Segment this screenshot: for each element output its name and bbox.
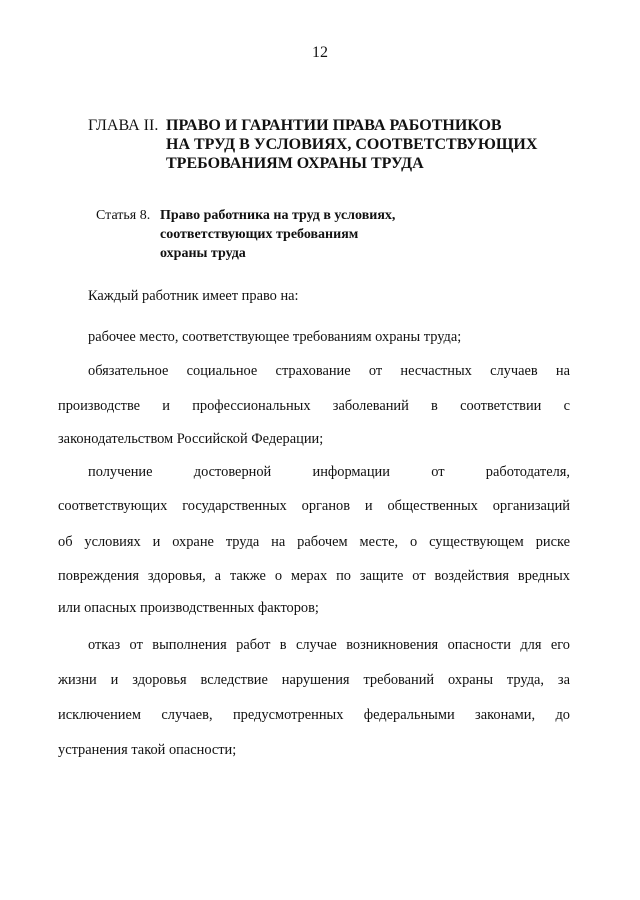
body-line: соответствующих государственных органов и общественных организаций (58, 498, 570, 514)
chapter-title-line: НА ТРУД В УСЛОВИЯХ, СООТВЕТСТВУЮЩИХ (166, 136, 538, 153)
body-line: устранения такой опасности; (58, 742, 237, 758)
article-title (160, 206, 520, 263)
body-line: производстве и профессиональных заболеваний в соответствии с (58, 398, 570, 414)
body-line: об условиях и охране труда на рабочем месте, о существующем риске (58, 534, 570, 550)
body-line: обязательное социальное страхование от несчастных случаев на (88, 363, 570, 379)
page-number: 12 (312, 44, 328, 61)
chapter-label: ГЛАВА II. (88, 117, 159, 134)
body-line: рабочее место, соответствующее требованиям охраны труда; (88, 329, 462, 345)
body-line: повреждения здоровья, а также о мерах по защите от воздействия вредных (58, 568, 570, 584)
article-title-line: Право работника на труд в условиях, (160, 208, 396, 223)
body-line: отказ от выполнения работ в случае возникновения опасности для его (88, 637, 570, 653)
body-line: исключением случаев, предусмотренных федеральными законами, до (58, 707, 570, 723)
body-line: законодательством Российской Федерации; (58, 431, 324, 447)
chapter-title-line: ТРЕБОВАНИЯМ ОХРАНЫ ТРУДА (166, 155, 424, 172)
chapter-title (166, 116, 558, 173)
article-label: Статья 8. (96, 208, 151, 223)
article-title-line: соответствующих требованиям (160, 227, 359, 242)
body-line: или опасных производственных факторов; (58, 600, 319, 616)
body-line: получение достоверной информации от работодателя, (88, 464, 570, 480)
body-line: Каждый работник имеет право на: (88, 288, 299, 304)
body-line: жизни и здоровья вследствие нарушения требований охраны труда, за (58, 672, 570, 688)
article-title-line: охраны труда (160, 246, 246, 261)
chapter-title-line: ПРАВО И ГАРАНТИИ ПРАВА РАБОТНИКОВ (166, 117, 502, 134)
